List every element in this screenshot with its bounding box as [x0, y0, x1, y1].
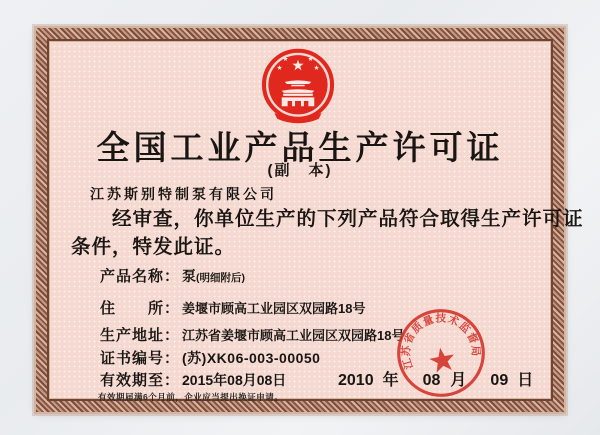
product-name-label: 产品名称： — [100, 268, 181, 285]
certificate-title: 全国工业产品生产许可证 — [96, 129, 504, 166]
issue-month: 08 — [422, 372, 441, 389]
issue-month-unit: 月 — [450, 372, 467, 389]
certificate-number-label: 证书编号： — [100, 350, 181, 367]
certificate-subtitle: (副 本) — [267, 162, 333, 179]
issue-day-unit: 日 — [517, 372, 534, 389]
valid-until-value: 2015年08月08日 — [182, 372, 287, 388]
official-seal-icon — [394, 306, 488, 400]
seal-text: 江苏省质量技术监督局 — [400, 312, 482, 371]
valid-until-label: 有效期至： — [100, 372, 181, 389]
body-text-line2: 条件，特发此证。 — [71, 236, 236, 258]
production-address-value: 江苏省姜堰市顾高工业园区双园路18号 — [182, 328, 405, 343]
issue-year: 2010 — [338, 372, 374, 389]
field-registered-address — [100, 297, 365, 318]
issue-year-unit: 年 — [382, 372, 399, 389]
company-name: 江苏斯别特制泵有限公司 — [90, 186, 277, 202]
production-address-label: 生产地址： — [100, 327, 181, 344]
registered-address-label: 住 所： — [100, 300, 181, 317]
field-certificate-number — [100, 347, 320, 368]
issue-day: 09 — [490, 372, 509, 389]
registered-address-value: 姜堰市顾高工业园区双园路18号 — [182, 301, 366, 316]
renewal-footnote: 有效期届满6个月前，企业应当提出换证申请。 — [98, 392, 284, 402]
certificate-number-value: (苏)XK06-003-00050 — [182, 350, 321, 366]
product-name-note: (明细附后) — [196, 272, 246, 284]
field-valid-until — [100, 369, 286, 390]
field-production-address — [100, 324, 404, 345]
field-product-name — [100, 265, 245, 286]
body-text-line1: 经审查，你单位生产的下列产品符合取得生产许可证 — [112, 208, 584, 230]
national-emblem-icon — [261, 47, 335, 127]
product-name-value: 泵 — [182, 268, 197, 284]
